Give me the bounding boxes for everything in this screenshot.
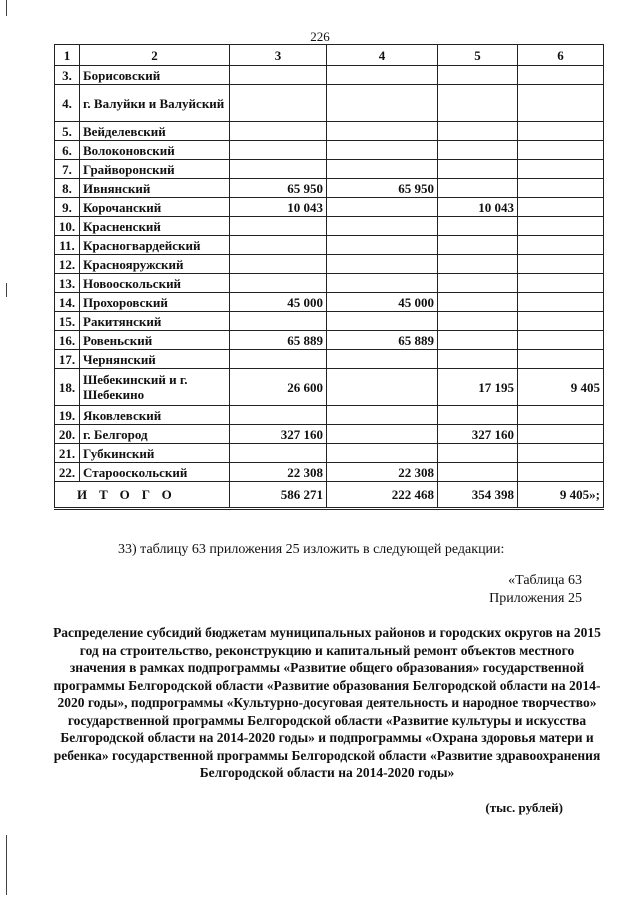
value-cell (518, 179, 604, 198)
value-cell (518, 198, 604, 217)
value-cell (230, 312, 327, 331)
district-name-cell: Борисовский (80, 66, 230, 85)
subsidy-table (54, 44, 604, 510)
value-cell: 26 600 (230, 369, 327, 406)
district-name-cell: Красногвардейский (80, 236, 230, 255)
value-cell (327, 217, 438, 236)
value-cell (438, 350, 518, 369)
value-cell (438, 293, 518, 312)
margin-line-middle (6, 283, 7, 297)
value-cell (438, 444, 518, 463)
value-cell: 22 308 (230, 463, 327, 482)
value-cell (230, 217, 327, 236)
value-cell (438, 331, 518, 350)
header-cell: 3 (230, 45, 327, 66)
value-cell (518, 217, 604, 236)
value-cell: 17 195 (438, 369, 518, 406)
value-cell (438, 274, 518, 293)
table-row (55, 369, 604, 406)
row-number-cell: 19. (55, 406, 80, 425)
value-cell (518, 255, 604, 274)
district-name-cell: Красненский (80, 217, 230, 236)
value-cell: 10 043 (438, 198, 518, 217)
margin-line-top (6, 0, 7, 16)
value-cell (230, 66, 327, 85)
row-number-cell: 12. (55, 255, 80, 274)
table-row (55, 66, 604, 85)
district-name-cell: Новооскольский (80, 274, 230, 293)
district-name-cell: Старооскольский (80, 463, 230, 482)
value-cell (327, 122, 438, 141)
district-name-cell: Грайворонский (80, 160, 230, 179)
value-cell (438, 217, 518, 236)
value-cell (438, 406, 518, 425)
value-cell (518, 312, 604, 331)
value-cell (327, 444, 438, 463)
row-number-cell: 7. (55, 160, 80, 179)
value-cell (438, 312, 518, 331)
margin-line-bottom (6, 835, 7, 895)
table-reference (489, 572, 582, 608)
row-number-cell: 18. (55, 369, 80, 406)
total-cell: 222 468 (327, 482, 438, 509)
value-cell (518, 463, 604, 482)
value-cell (230, 122, 327, 141)
table-row (55, 274, 604, 293)
value-cell (518, 350, 604, 369)
value-cell (438, 160, 518, 179)
row-number-cell: 9. (55, 198, 80, 217)
value-cell (327, 406, 438, 425)
value-cell (518, 293, 604, 312)
value-cell (518, 406, 604, 425)
value-cell: 65 950 (230, 179, 327, 198)
district-name-cell: г. Валуйки и Валуйский (80, 85, 230, 122)
table-reference-line: «Таблица 63 (508, 573, 582, 588)
table-reference-line: Приложения 25 (489, 591, 582, 606)
value-cell (438, 141, 518, 160)
value-cell (518, 141, 604, 160)
row-number-cell: 22. (55, 463, 80, 482)
table-row (55, 236, 604, 255)
header-cell: 1 (55, 45, 80, 66)
table-row (55, 122, 604, 141)
district-name-cell: Волоконовский (80, 141, 230, 160)
district-name-cell: Губкинский (80, 444, 230, 463)
table-row (55, 293, 604, 312)
page-number: 226 (310, 29, 330, 44)
district-name-cell: Чернянский (80, 350, 230, 369)
total-label: ИТОГО (55, 482, 230, 509)
table-heading: Распределение субсидий бюджетам муниципальных районов и городских округов на 2015 год на строительство, реконструкцию и капитальный ремонт объектов местного значения в рамках подпрограммы «Развитие общего образования» государственной программы Белгородской области «Развитие образования Белгородской области на 2014-2020 годы», подпрограммы «Культурно-досуговая деятельность и народное творчество» государственной программы Белгородской области «Развитие культуры и искусства Белгородской области на 2014-2020 годы» и подпрограммы «Охрана здоровья матери и ребенка» государственной программы Белгородской области «Развитие здравоохранения Белгородской области на 2014-2020 годы» (53, 625, 601, 780)
district-name-cell: Шебекинский и г. Шебекино (80, 369, 230, 406)
total-cell: 9 405»; (518, 482, 604, 509)
value-cell (438, 255, 518, 274)
table-row (55, 217, 604, 236)
value-cell (327, 141, 438, 160)
table-row (55, 406, 604, 425)
table-body (55, 66, 604, 482)
row-number-cell: 4. (55, 85, 80, 122)
table-row (55, 255, 604, 274)
table-row (55, 350, 604, 369)
table-row (55, 312, 604, 331)
value-cell (518, 236, 604, 255)
value-cell (230, 444, 327, 463)
value-cell (327, 350, 438, 369)
row-number-cell: 11. (55, 236, 80, 255)
row-number-cell: 21. (55, 444, 80, 463)
row-number-cell: 5. (55, 122, 80, 141)
value-cell (230, 160, 327, 179)
value-cell: 65 889 (327, 331, 438, 350)
value-cell: 10 043 (230, 198, 327, 217)
row-number-cell: 20. (55, 425, 80, 444)
row-number-cell: 14. (55, 293, 80, 312)
district-name-cell: Вейделевский (80, 122, 230, 141)
header-cell: 6 (518, 45, 604, 66)
total-row (55, 482, 604, 509)
value-cell (327, 274, 438, 293)
value-cell (230, 236, 327, 255)
table-row (55, 141, 604, 160)
instruction-text: 33) таблицу 63 приложения 25 изложить в следующей редакции: (118, 542, 505, 557)
value-cell (518, 274, 604, 293)
value-cell (518, 85, 604, 122)
value-cell (438, 463, 518, 482)
value-cell (438, 85, 518, 122)
value-cell (327, 160, 438, 179)
district-name-cell: Прохоровский (80, 293, 230, 312)
value-cell: 45 000 (327, 293, 438, 312)
row-number-cell: 15. (55, 312, 80, 331)
row-number-cell: 6. (55, 141, 80, 160)
table-row (55, 331, 604, 350)
value-cell: 22 308 (327, 463, 438, 482)
table-header-row (55, 45, 604, 66)
value-cell: 65 950 (327, 179, 438, 198)
district-name-cell: Ракитянский (80, 312, 230, 331)
district-name-cell: Ровеньский (80, 331, 230, 350)
value-cell (327, 85, 438, 122)
value-cell (230, 350, 327, 369)
table-row (55, 198, 604, 217)
table-row (55, 444, 604, 463)
value-cell (518, 160, 604, 179)
value-cell (327, 236, 438, 255)
row-number-cell: 8. (55, 179, 80, 198)
value-cell: 9 405 (518, 369, 604, 406)
district-name-cell: г. Белгород (80, 425, 230, 444)
value-cell (327, 425, 438, 444)
value-cell (518, 425, 604, 444)
value-cell (518, 66, 604, 85)
value-cell (518, 331, 604, 350)
value-cell: 65 889 (230, 331, 327, 350)
value-cell: 327 160 (230, 425, 327, 444)
value-cell (327, 255, 438, 274)
district-name-cell: Корочанский (80, 198, 230, 217)
value-cell: 327 160 (438, 425, 518, 444)
value-cell (327, 312, 438, 331)
row-number-cell: 16. (55, 331, 80, 350)
value-cell (327, 369, 438, 406)
header-cell: 5 (438, 45, 518, 66)
district-name-cell: Яковлевский (80, 406, 230, 425)
row-number-cell: 13. (55, 274, 80, 293)
header-cell: 4 (327, 45, 438, 66)
table-row (55, 425, 604, 444)
row-number-cell: 17. (55, 350, 80, 369)
total-cell: 586 271 (230, 482, 327, 509)
value-cell (230, 141, 327, 160)
value-cell (327, 66, 438, 85)
value-cell (230, 406, 327, 425)
district-name-cell: Ивнянский (80, 179, 230, 198)
units-label: (тыс. рублей) (485, 800, 563, 815)
value-cell (438, 122, 518, 141)
value-cell (518, 122, 604, 141)
value-cell (438, 179, 518, 198)
value-cell (230, 274, 327, 293)
table-row (55, 160, 604, 179)
value-cell (327, 198, 438, 217)
row-number-cell: 3. (55, 66, 80, 85)
value-cell (230, 255, 327, 274)
row-number-cell: 10. (55, 217, 80, 236)
table-row (55, 179, 604, 198)
value-cell (438, 236, 518, 255)
district-name-cell: Краснояружский (80, 255, 230, 274)
header-cell: 2 (80, 45, 230, 66)
value-cell (438, 66, 518, 85)
table-row (55, 463, 604, 482)
value-cell (230, 85, 327, 122)
value-cell: 45 000 (230, 293, 327, 312)
total-cell: 354 398 (438, 482, 518, 509)
table-row (55, 85, 604, 122)
value-cell (518, 444, 604, 463)
